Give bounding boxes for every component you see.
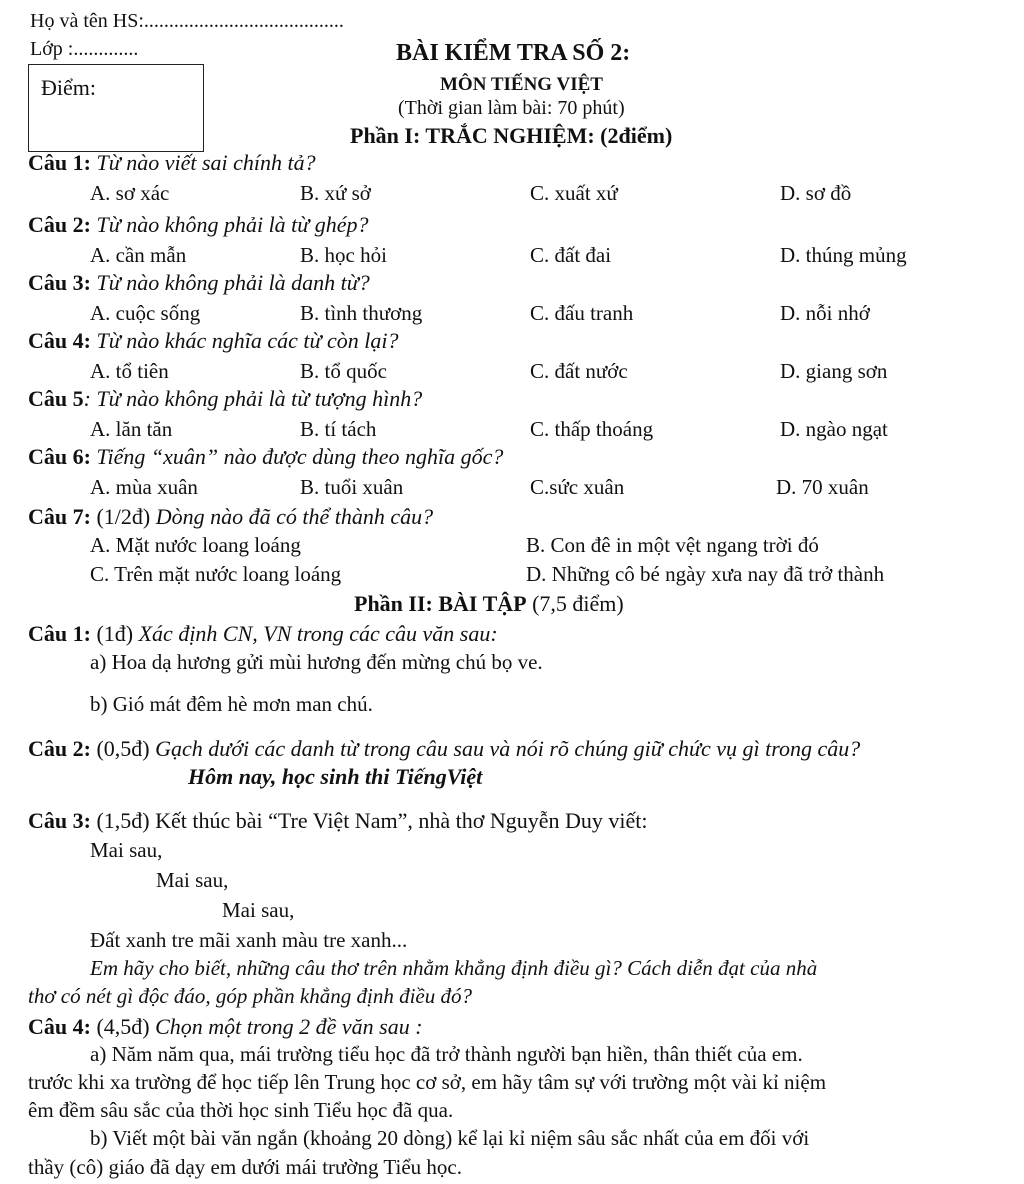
- p2-question-2: [28, 736, 860, 762]
- p2-q4-a-line-2: trước khi xa trường để học tiếp lên Trung học cơ sở, em hãy tâm sự với trường một vài kỉ niệm: [28, 1070, 827, 1094]
- question-text: Từ nào không phải là từ ghép?: [96, 212, 369, 237]
- q4-option-d: D. giang sơn: [780, 359, 888, 383]
- question-label: Câu 2:: [28, 212, 91, 237]
- part2-title-rest: (7,5 điểm): [526, 591, 624, 616]
- question-text: Kết thúc bài “Tre Việt Nam”, nhà thơ Nguyễn Duy viết:: [155, 808, 648, 833]
- q6-option-c: C.sức xuân: [530, 475, 625, 499]
- question-text: : Từ nào không phải là từ tượng hình?: [83, 386, 423, 411]
- question-text: Chọn một trong 2 đề văn sau :: [155, 1014, 423, 1039]
- question-label: Câu 1:: [28, 621, 91, 646]
- question-text: Tiếng “xuân” nào được dùng theo nghĩa gốc?: [96, 444, 504, 469]
- p2-question-4: [28, 1014, 423, 1040]
- poem-line-3: Mai sau,: [222, 898, 295, 922]
- question-5: [28, 386, 422, 412]
- question-4: [28, 328, 398, 354]
- question-6: [28, 444, 503, 470]
- subject-title: MÔN TIẾNG VIỆT: [440, 74, 603, 95]
- score-box: [28, 64, 204, 152]
- score-label: Điểm:: [41, 75, 96, 100]
- q7-option-b: B. Con đê in một vệt ngang trời đó: [526, 533, 819, 557]
- q7-option-c: C. Trên mặt nước loang loáng: [90, 562, 342, 586]
- time-note: (Thời gian làm bài: 70 phút): [398, 97, 625, 119]
- question-label: Câu 1:: [28, 150, 91, 175]
- q4-option-b: B. tổ quốc: [300, 359, 387, 383]
- question-text: Dòng nào đã có thể thành câu?: [155, 504, 434, 529]
- q7-option-a: A. Mặt nước loang loáng: [90, 533, 301, 557]
- question-7: [28, 504, 433, 530]
- q3-option-b: B. tình thương: [300, 301, 423, 325]
- part1-title: [350, 123, 672, 149]
- poem-line-4: Đất xanh tre mãi xanh màu tre xanh...: [90, 928, 408, 952]
- q6-option-a: A. mùa xuân: [90, 475, 198, 499]
- question-label: Câu 7:: [28, 504, 91, 529]
- question-label: Câu 2:: [28, 736, 91, 761]
- question-label: Câu 4:: [28, 328, 91, 353]
- question-points: (1,5đ): [96, 808, 150, 833]
- q1-option-b: B. xứ sở: [300, 181, 371, 205]
- q4-option-a: A. tổ tiên: [90, 359, 169, 383]
- q5-option-d: D. ngào ngạt: [780, 417, 888, 441]
- q5-option-c: C. thấp thoáng: [530, 417, 654, 441]
- p2-q4-b-line-1: b) Viết một bài văn ngắn (khoảng 20 dòng) kể lại kỉ niệm sâu sắc nhất của em đối với: [90, 1126, 810, 1150]
- question-points: (1/2đ): [96, 504, 151, 529]
- p2-q4-b-line-2: thầy (cô) giáo đã dạy em dưới mái trường Tiểu học.: [28, 1155, 462, 1179]
- p2-q4-a-line-1: a) Năm năm qua, mái trường tiểu học đã trở thành người bạn hiền, thân thiết của em.: [90, 1042, 803, 1066]
- q1-option-c: C. xuất xứ: [530, 181, 618, 205]
- p2-question-3: [28, 808, 648, 834]
- q6-option-b: B. tuổi xuân: [300, 475, 404, 499]
- question-text: Từ nào viết sai chính tả?: [96, 150, 316, 175]
- question-1: [28, 150, 316, 176]
- p2-q4-a-line-3: êm đềm sâu sắc của thời học sinh Tiểu học đã qua.: [28, 1098, 454, 1122]
- p2-question-1: [28, 621, 498, 647]
- question-text: Xác định CN, VN trong các câu văn sau:: [138, 621, 498, 646]
- q3-option-d: D. nỗi nhớ: [780, 301, 870, 325]
- q2-option-a: A. cần mẫn: [90, 243, 187, 267]
- q2-option-d: D. thúng mủng: [780, 243, 907, 267]
- class-line: Lớp :.............: [30, 38, 139, 60]
- q1-option-a: A. sơ xác: [90, 181, 170, 205]
- question-label: Câu 5: [28, 386, 84, 411]
- q3-option-a: A. cuộc sống: [90, 301, 201, 325]
- part2-title-bold: Phần II: BÀI TẬP: [354, 591, 527, 616]
- question-label: Câu 3:: [28, 270, 91, 295]
- q6-option-d: D. 70 xuân: [776, 475, 869, 499]
- question-text: Gạch dưới các danh từ trong câu sau và nói rõ chúng giữ chức vụ gì trong câu?: [155, 736, 861, 761]
- q2-option-b: B. học hỏi: [300, 243, 387, 267]
- exam-title: BÀI KIỂM TRA SỐ 2:: [396, 40, 631, 66]
- q5-option-a: A. lăn tăn: [90, 417, 173, 441]
- p2-q3-prompt-1: Em hãy cho biết, những câu thơ trên nhằm khẳng định điều gì? Cách diễn đạt của nhà: [90, 956, 818, 980]
- q3-option-c: C. đấu tranh: [530, 301, 634, 325]
- poem-line-1: Mai sau,: [90, 838, 163, 862]
- question-text: Từ nào không phải là danh từ?: [96, 270, 370, 295]
- question-2: [28, 212, 369, 238]
- question-points: (0,5đ): [96, 736, 150, 761]
- question-label: Câu 4:: [28, 1014, 91, 1039]
- question-text: Từ nào khác nghĩa các từ còn lại?: [96, 328, 399, 353]
- part1-title-text: Phần I: TRẮC NGHIỆM: (2điểm): [350, 123, 673, 148]
- p2-q1-sentence-b: b) Gió mát đêm hè mơn man chú.: [90, 692, 373, 716]
- question-label: Câu 3:: [28, 808, 91, 833]
- q1-option-d: D. sơ đồ: [780, 181, 852, 205]
- question-points: (1đ): [96, 621, 134, 646]
- student-name-line: Họ và tên HS:........................................: [30, 10, 344, 32]
- q5-option-b: B. tí tách: [300, 417, 377, 441]
- p2-q3-prompt-2: thơ có nét gì độc đáo, góp phần khẳng định điều đó?: [28, 984, 472, 1008]
- question-label: Câu 6:: [28, 444, 91, 469]
- q4-option-c: C. đất nước: [530, 359, 628, 383]
- p2-q1-sentence-a: a) Hoa dạ hương gửi mùi hương đến mừng chú bọ ve.: [90, 650, 543, 674]
- part2-title: [354, 591, 624, 617]
- p2-q2-sentence: Hôm nay, học sinh thi TiếngViệt: [188, 764, 483, 789]
- question-points: (4,5đ): [96, 1014, 150, 1039]
- poem-line-2: Mai sau,: [156, 868, 229, 892]
- question-3: [28, 270, 370, 296]
- q7-option-d: D. Những cô bé ngày xưa nay đã trở thành: [526, 562, 885, 586]
- q2-option-c: C. đất đai: [530, 243, 612, 267]
